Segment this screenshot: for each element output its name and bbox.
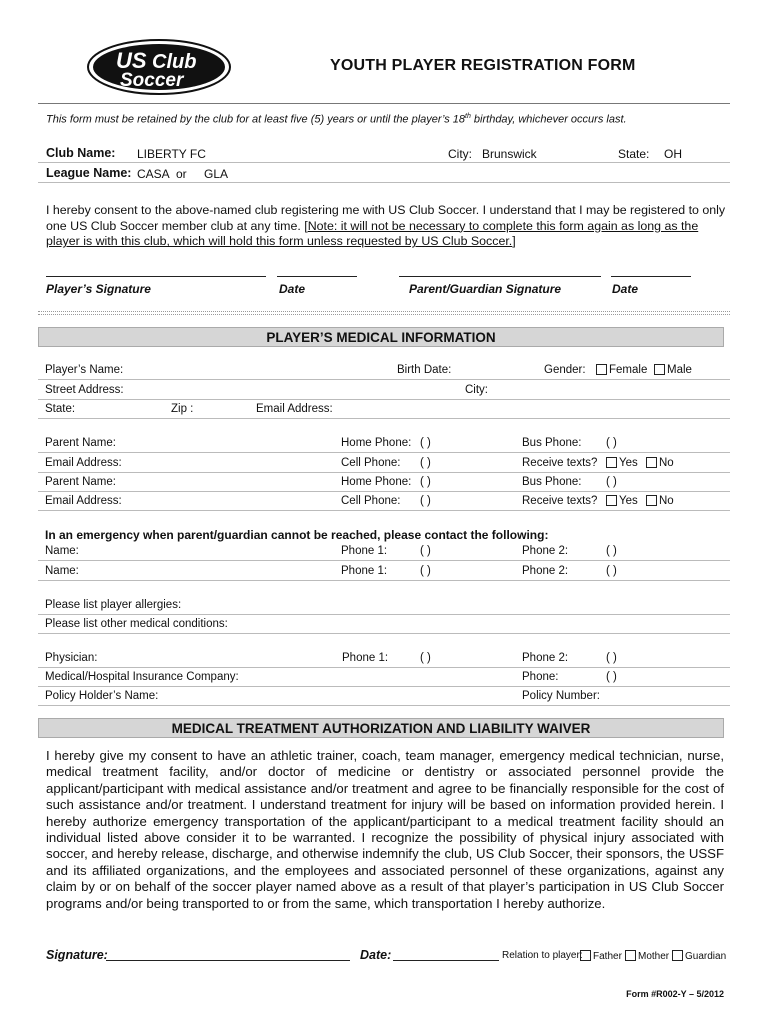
yes-checkbox[interactable]	[606, 495, 617, 506]
insurance-phone-paren[interactable]: ( )	[606, 671, 617, 683]
state-label: State:	[45, 403, 76, 415]
row-line	[38, 472, 730, 473]
gender-label: Gender:	[544, 364, 586, 376]
email-address-label: Email Address:	[45, 495, 122, 507]
birth-date-label: Birth Date:	[397, 364, 452, 376]
policy-number-label: Policy Number:	[522, 690, 600, 702]
city-label: City:	[465, 384, 488, 396]
player-signature-line[interactable]	[46, 276, 266, 277]
emergency-phone2-paren[interactable]: ( )	[606, 545, 617, 557]
allergies-label: Please list player allergies:	[45, 599, 182, 611]
waiver-signature-label: Signature:	[46, 948, 108, 962]
home-phone-label: Home Phone:	[341, 437, 412, 449]
waiver-signature-line[interactable]	[106, 960, 350, 961]
relation-guardian-option[interactable]: Guardian	[672, 950, 726, 962]
home-phone-label: Home Phone:	[341, 476, 412, 488]
club-city-value[interactable]: Brunswick	[482, 147, 537, 161]
row-line	[38, 705, 730, 706]
insurance-company-label: Medical/Hospital Insurance Company:	[45, 671, 239, 683]
form-title: YOUTH PLAYER REGISTRATION FORM	[330, 57, 636, 74]
parent-signature-line[interactable]	[399, 276, 601, 277]
texts-no-option[interactable]: No	[646, 457, 674, 469]
club-row-line	[38, 162, 730, 163]
cell-phone-label: Cell Phone:	[341, 457, 401, 469]
bus-phone-label: Bus Phone:	[522, 476, 582, 488]
emergency-phone2-paren[interactable]: ( )	[606, 565, 617, 577]
emergency-heading: In an emergency when parent/guardian cannot be reached, please contact the following:	[45, 528, 549, 542]
parent-name-label: Parent Name:	[45, 476, 116, 488]
physician-phone2-label: Phone 2:	[522, 652, 569, 664]
no-checkbox[interactable]	[646, 457, 657, 468]
physician-phone2-paren[interactable]: ( )	[606, 652, 617, 664]
league-value-casa[interactable]: CASA	[137, 167, 170, 181]
email-address-label: Email Address:	[256, 403, 333, 415]
league-row-line	[38, 182, 730, 183]
physician-phone1-paren[interactable]: ( )	[420, 652, 431, 664]
player-signature-label: Player’s Signature	[46, 282, 151, 296]
home-phone-paren[interactable]: ( )	[420, 476, 431, 488]
bus-phone-paren[interactable]: ( )	[606, 476, 617, 488]
club-name-label: Club Name:	[46, 146, 116, 160]
form-number: Form #R002-Y – 5/2012	[626, 989, 724, 999]
receive-texts-label: Receive texts?	[522, 495, 598, 507]
other-conditions-label: Please list other medical conditions:	[45, 618, 228, 630]
date2-label: Date	[612, 282, 639, 296]
medical-info-heading: PLAYER’S MEDICAL INFORMATION	[38, 327, 724, 347]
header-divider	[38, 103, 730, 104]
parent-signature-label: Parent/Guardian Signature	[409, 282, 562, 296]
cell-phone-label: Cell Phone:	[341, 495, 401, 507]
players-name-label: Player’s Name:	[45, 364, 124, 376]
emergency-name-label: Name:	[45, 545, 79, 557]
date1-line[interactable]	[277, 276, 357, 277]
no-checkbox[interactable]	[646, 495, 657, 506]
emergency-phone1-paren[interactable]: ( )	[420, 545, 431, 557]
waiver-paragraph: I hereby give my consent to have an athletic trainer, coach, team manager, emergency medical technician, nurse, medical treatment facility, and/or doctor of medicine or dentistry or associated personnel provide the applicant/participant with medical assistance and/or treatment and agree to be financially responsible for the cost of such assistance and/or treatment. I understand treatment for injury will be based on information provided herein. I hereby authorize emergency transportation of the applicant/participant to a medical treatment facility should an individual listed above consider it to be warranted. I recognize the possibility of physical injury associated with soccer, and hereby release, discharge, and otherwise indemnify the club, US Club Soccer, their sponsors, the USSF and its affiliated organizations, and the employees and associated personnel of these organizations, against any claim by or on behalf of the soccer player named above as a result of that player’s participation in US Club Soccer programs and/or being transported to or from the same, which transportation I hereby authorize.	[46, 748, 724, 911]
row-line	[38, 580, 730, 581]
gender-male-option[interactable]: Male	[654, 364, 692, 376]
receive-texts-label: Receive texts?	[522, 457, 598, 469]
texts-yes-option[interactable]: Yes	[606, 495, 638, 507]
yes-checkbox[interactable]	[606, 457, 617, 468]
logo-text-soccer: Soccer	[120, 70, 184, 91]
emergency-phone2-label: Phone 2:	[522, 545, 569, 557]
parent-name-label: Parent Name:	[45, 437, 116, 449]
league-name-label: League Name:	[46, 166, 132, 180]
waiver-heading: MEDICAL TREATMENT AUTHORIZATION AND LIABILITY WAIVER	[38, 718, 724, 738]
physician-phone1-label: Phone 1:	[342, 652, 389, 664]
email-address-label: Email Address:	[45, 457, 122, 469]
league-or: or	[176, 167, 187, 181]
section-divider-2	[38, 314, 730, 315]
texts-yes-option[interactable]: Yes	[606, 457, 638, 469]
texts-no-option[interactable]: No	[646, 495, 674, 507]
club-state-label: State:	[618, 147, 650, 161]
bus-phone-label: Bus Phone:	[522, 437, 582, 449]
row-line	[38, 452, 730, 453]
street-address-label: Street Address:	[45, 384, 124, 396]
insurance-phone-label: Phone:	[522, 671, 559, 683]
row-line	[38, 633, 730, 634]
row-line	[38, 510, 730, 511]
retention-note: This form must be retained by the club for at least five (5) years or until the player’s 18th birthday, whichever occurs last.	[46, 113, 627, 126]
consent-paragraph: I hereby consent to the above-named club registering me with US Club Soccer. I understand that I may be registered to only one US Club Soccer member club at any time. [Note: it will not be necessary to complete this form again as long as the player is with this club, which will hold this form unless requested by US Club Soccer.]	[46, 203, 726, 249]
relation-mother-option[interactable]: Mother	[625, 950, 669, 962]
cell-phone-paren[interactable]: ( )	[420, 495, 431, 507]
zip-label: Zip :	[171, 403, 194, 415]
us-club-soccer-logo	[86, 38, 232, 96]
bus-phone-paren[interactable]: ( )	[606, 437, 617, 449]
home-phone-paren[interactable]: ( )	[420, 437, 431, 449]
date2-line[interactable]	[611, 276, 691, 277]
emergency-phone1-label: Phone 1:	[341, 565, 388, 577]
row-line	[38, 491, 730, 492]
row-line	[38, 399, 730, 400]
emergency-phone1-label: Phone 1:	[341, 545, 388, 557]
relation-label: Relation to player:	[502, 950, 583, 961]
club-state-value[interactable]: OH	[664, 147, 682, 161]
waiver-date-line[interactable]	[393, 960, 499, 961]
logo-text-club: Club	[152, 51, 197, 73]
male-checkbox[interactable]	[654, 364, 665, 375]
mother-checkbox[interactable]	[625, 950, 636, 961]
physician-label: Physician:	[45, 652, 98, 664]
row-line	[38, 560, 730, 561]
date1-label: Date	[279, 282, 306, 296]
waiver-date-label: Date:	[360, 948, 392, 962]
row-line	[38, 379, 730, 380]
row-line	[38, 667, 730, 668]
relation-father-option[interactable]: Father	[580, 950, 622, 962]
row-line	[38, 686, 730, 687]
cell-phone-paren[interactable]: ( )	[420, 457, 431, 469]
club-name-value[interactable]: LIBERTY FC	[137, 147, 206, 161]
club-city-label: City:	[448, 147, 472, 161]
female-checkbox[interactable]	[596, 364, 607, 375]
emergency-phone1-paren[interactable]: ( )	[420, 565, 431, 577]
emergency-name-label: Name:	[45, 565, 79, 577]
league-value-gla[interactable]: GLA	[204, 167, 229, 181]
row-line	[38, 418, 730, 419]
emergency-phone2-label: Phone 2:	[522, 565, 569, 577]
gender-female-option[interactable]: Female	[596, 364, 647, 376]
logo-text-us: US	[116, 48, 147, 73]
policy-holder-label: Policy Holder’s Name:	[45, 690, 159, 702]
row-line	[38, 614, 730, 615]
guardian-checkbox[interactable]	[672, 950, 683, 961]
father-checkbox[interactable]	[580, 950, 591, 961]
section-divider-1	[38, 311, 730, 312]
